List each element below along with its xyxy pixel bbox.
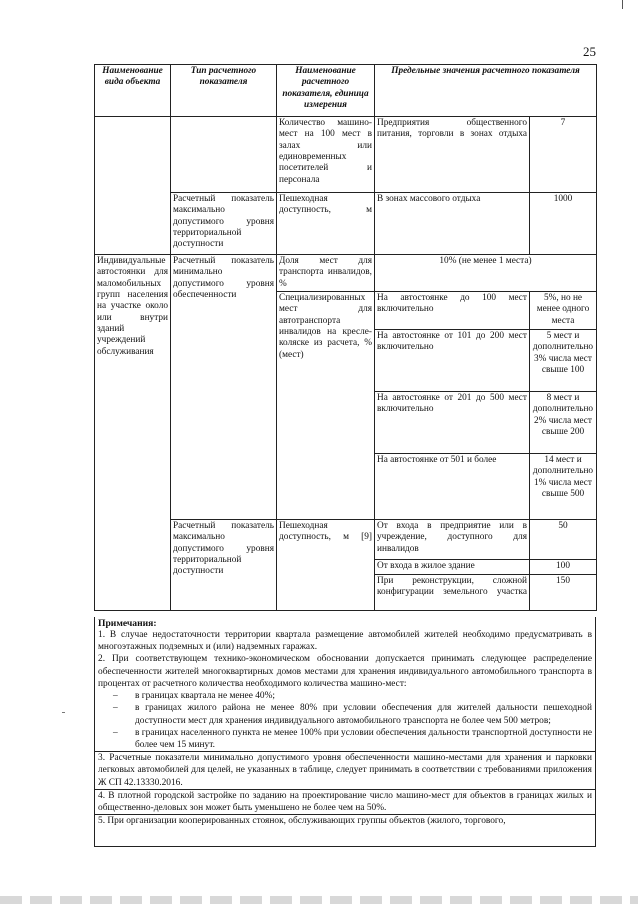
cell-value: 1000 [530,193,597,255]
scan-margin-mark [62,712,65,713]
table-row [95,193,597,255]
cell-condition: Предприятия общественного питания, торговли в зонах отдыха [375,117,530,193]
cell-condition: На автостоянке до 100 мест включительно [375,291,530,329]
cell-value: 150 [530,574,597,610]
cell-value: 7 [530,117,597,193]
cell-indicator-name: Пешеходная доступность, м [9] [277,519,375,610]
list-item [95,690,595,702]
cell-value: 5 мест и дополнительно 3% числа мест свыше 100 [530,329,597,391]
cell-condition: В зонах массового отдыха [375,193,530,255]
note-5: 5. При организации кооперированных стоянок, обслуживающих группы объектов (жилого, торгового, [95,814,595,827]
note-4: 4. В плотной городской застройке по заданию на проектирование число машино-мест для объектов в границах жилых и общественно-деловых зон может быть уменьшено не более чем на 50%. [95,789,595,814]
header-object-type: Наименование вида объекта [95,65,171,117]
cell-indicator-name: Специализированных мест для автотранспорта инвалидов на кресле-коляске из расчета, % (мест) [277,291,375,519]
scan-edge-mark [622,0,623,9]
note-2: 2. При соответствующем технико-экономическом обосновании допускается принимать следующее распределение обеспеченности жителей многоквартирных домов местами для хранения индивидуального автомобильного транспорта в процентах от расчетного количества необходимого количества машино-мест: [98,654,592,689]
cell-value: 8 мест и дополнительно 2% числа мест свыше 200 [530,391,597,453]
cell-type-empty [171,117,277,193]
cell-indicator-type: Расчетный показатель максимально допустимого уровня территориальной доступности [171,193,277,255]
cell-condition: От входа в жилое здание [375,559,530,574]
header-limit-values: Предельные значения расчетного показателя [375,65,597,117]
cell-condition: На автостоянке от 101 до 200 мест включительно [375,329,530,391]
table-header-row [95,65,597,117]
list-item [95,702,595,726]
page-number: 25 [583,44,596,59]
cell-value: 5%, но не менее одного места [530,291,597,329]
cell-condition: На автостоянке от 201 до 500 мест включительно [375,391,530,453]
header-indicator-type: Тип расчетного показателя [171,65,277,117]
cell-condition: При реконструкции, сложной конфигурации земельного участка [375,574,530,610]
scan-bottom-edge [0,896,638,904]
cell-value: 100 [530,559,597,574]
parking-indicators-table [94,64,597,611]
notes-title: Примечания: [98,618,157,629]
cell-indicator-name: Количество машино-мест на 100 мест в залах или единовременных посетителей и персонала [277,117,375,193]
list-item-text: в границах жилого района не менее 80% при условии обеспечения для жителей дальности пешеходной доступности мест для хранения индивидуального автомобильного транспорта не более чем 500 метров; [135,703,592,726]
cell-object-empty [95,117,171,255]
cell-indicator-type: Расчетный показатель максимально допустимого уровня территориальной доступности [171,519,277,610]
dash-mark: – [113,691,118,702]
cell-condition: От входа в предприятие или в учреждение, доступного для инвалидов [375,519,530,559]
cell-object-type: Индивидуальные автостоянки для маломобильных групп населения на участке около или внутри зданий учреждений обслуживания [95,255,171,611]
list-item-text: в границах квартала не менее 40%; [135,691,276,702]
cell-value: 50 [530,519,597,559]
header-indicator-name: Наименование расчетного показателя, единица измерения [277,65,375,117]
list-item-text: в границах населенного пункта не менее 100% при условии обеспечения дальности транспортной доступности не более чем 15 минут. [135,727,592,750]
note-1: 1. В случае недостаточности территории квартала размещение автомобилей жителей необходимо предусматривать в многоэтажных подземных и (или) надземных гаражах. [98,630,592,653]
note-3: 3. Расчетные показатели минимально допустимого уровня обеспеченности машино-местами для хранения и парковки легковых автомобилей для целей, не указанных в таблице, следует принимать в соответствии с требованиями приложения Ж СП 42.13330.2016. [95,751,595,789]
cell-indicator-name: Доля мест для транспорта инвалидов, % [277,255,375,292]
cell-indicator-type: Расчетный показатель минимально допустимого уровня обеспеченности [171,255,277,520]
dash-mark: – [113,703,118,714]
cell-indicator-name: Пешеходная доступность, м [277,193,375,255]
cell-condition: На автостоянке от 501 и более [375,453,530,519]
table-row [95,117,597,193]
table-row [95,519,597,559]
cell-value: 14 мест и дополнительно 1% числа мест свыше 500 [530,453,597,519]
dash-mark: – [113,727,118,738]
cell-value: 10% (не менее 1 места) [375,255,597,292]
list-item [95,727,595,751]
notes-section [94,617,596,847]
table-row [95,255,597,292]
